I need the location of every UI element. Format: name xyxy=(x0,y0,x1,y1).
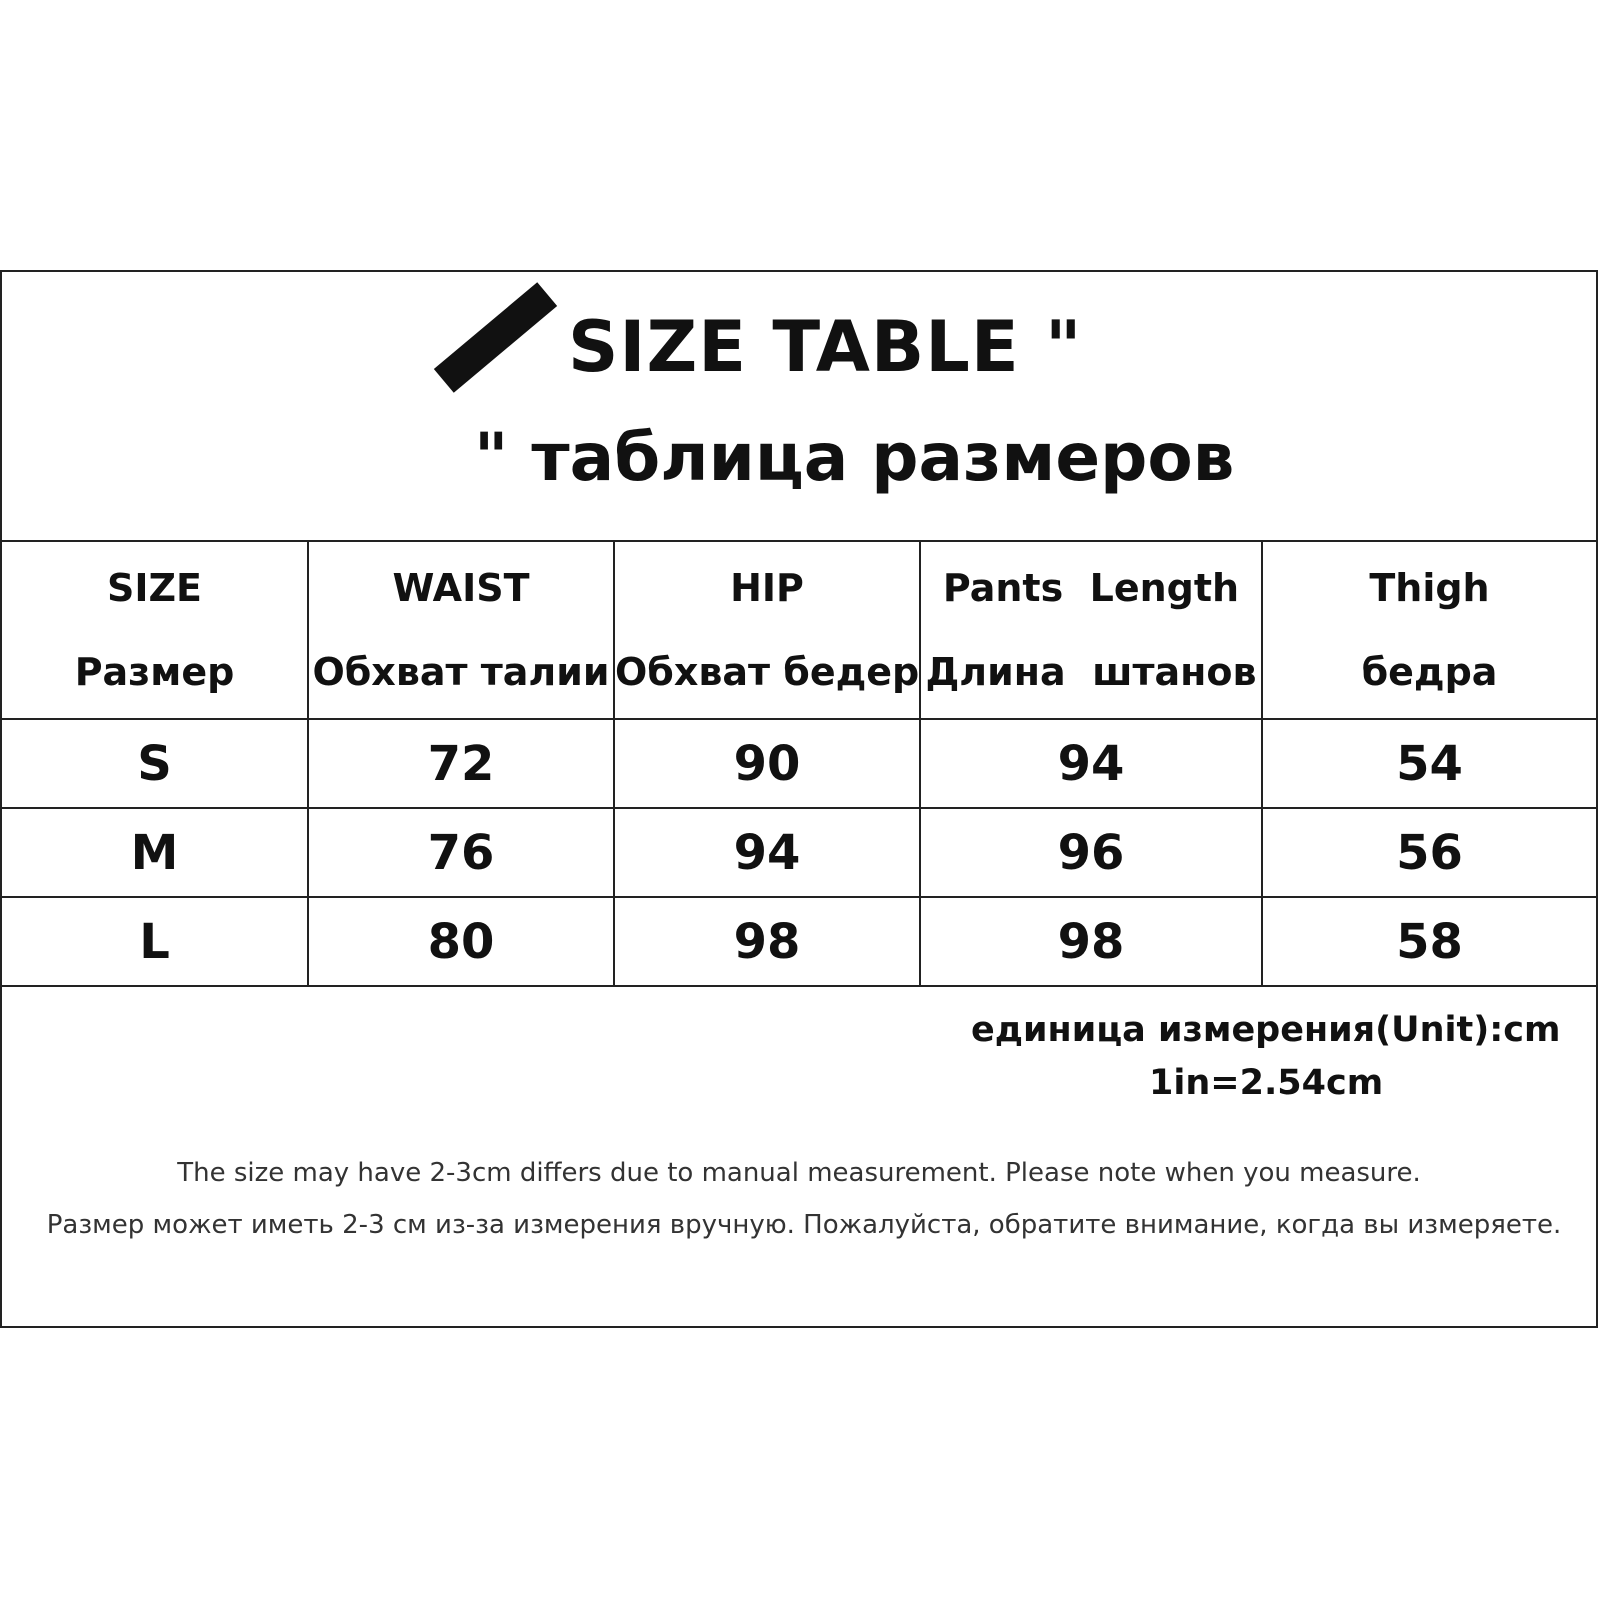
header-label-en: Pants Length xyxy=(942,566,1240,610)
header-pants-length xyxy=(920,541,1262,719)
table-row xyxy=(2,719,1596,808)
footer-block xyxy=(2,988,1596,1324)
header-label-en: WAIST xyxy=(392,566,530,610)
header-hip xyxy=(614,541,920,719)
cell-thigh: 54 xyxy=(1262,719,1596,808)
cell-thigh: 56 xyxy=(1262,808,1596,897)
cell-waist: 80 xyxy=(308,897,614,986)
header-label-ru: Длина штанов xyxy=(925,650,1257,694)
slash-decoration-icon xyxy=(434,282,557,393)
header-row xyxy=(2,541,1596,719)
header-label-en: SIZE xyxy=(106,566,203,610)
header-label-ru: Обхват талии xyxy=(312,650,610,694)
cell-size: M xyxy=(2,808,308,897)
cell-thigh: 58 xyxy=(1262,897,1596,986)
title-english: SIZE TABLE " xyxy=(568,306,1083,388)
conversion-label: 1in=2.54cm xyxy=(1149,1063,1384,1103)
title-block xyxy=(2,272,1596,540)
size-table-card xyxy=(0,270,1598,1328)
header-label-ru: бедра xyxy=(1361,650,1498,694)
header-label-en: Thigh xyxy=(1369,566,1490,610)
cell-hip: 94 xyxy=(614,808,920,897)
cell-pants-length: 94 xyxy=(920,719,1262,808)
cell-size: S xyxy=(2,719,308,808)
header-label-ru: Размер xyxy=(74,650,235,694)
cell-hip: 98 xyxy=(614,897,920,986)
measurement-note-ru: Размер может иметь 2-3 см из-за измерения вручную. Пожалуйста, обратите внимание, когда вы измеряете. xyxy=(46,1210,1562,1240)
cell-hip: 90 xyxy=(614,719,920,808)
size-grid xyxy=(2,540,1596,987)
measurement-note-en: The size may have 2-3cm differs due to manual measurement. Please note when you measure. xyxy=(177,1158,1421,1188)
cell-waist: 72 xyxy=(308,719,614,808)
cell-pants-length: 96 xyxy=(920,808,1262,897)
header-label-en: HIP xyxy=(730,566,804,610)
header-label-ru: Обхват бедер xyxy=(615,650,920,694)
title-russian: " таблица размеров xyxy=(474,419,1235,496)
header-thigh xyxy=(1262,541,1596,719)
cell-size: L xyxy=(2,897,308,986)
header-waist xyxy=(308,541,614,719)
table-row xyxy=(2,897,1596,986)
unit-label: единица измерения(Unit):cm xyxy=(971,1010,1561,1050)
table-row xyxy=(2,808,1596,897)
cell-pants-length: 98 xyxy=(920,897,1262,986)
cell-waist: 76 xyxy=(308,808,614,897)
header-size xyxy=(2,541,308,719)
